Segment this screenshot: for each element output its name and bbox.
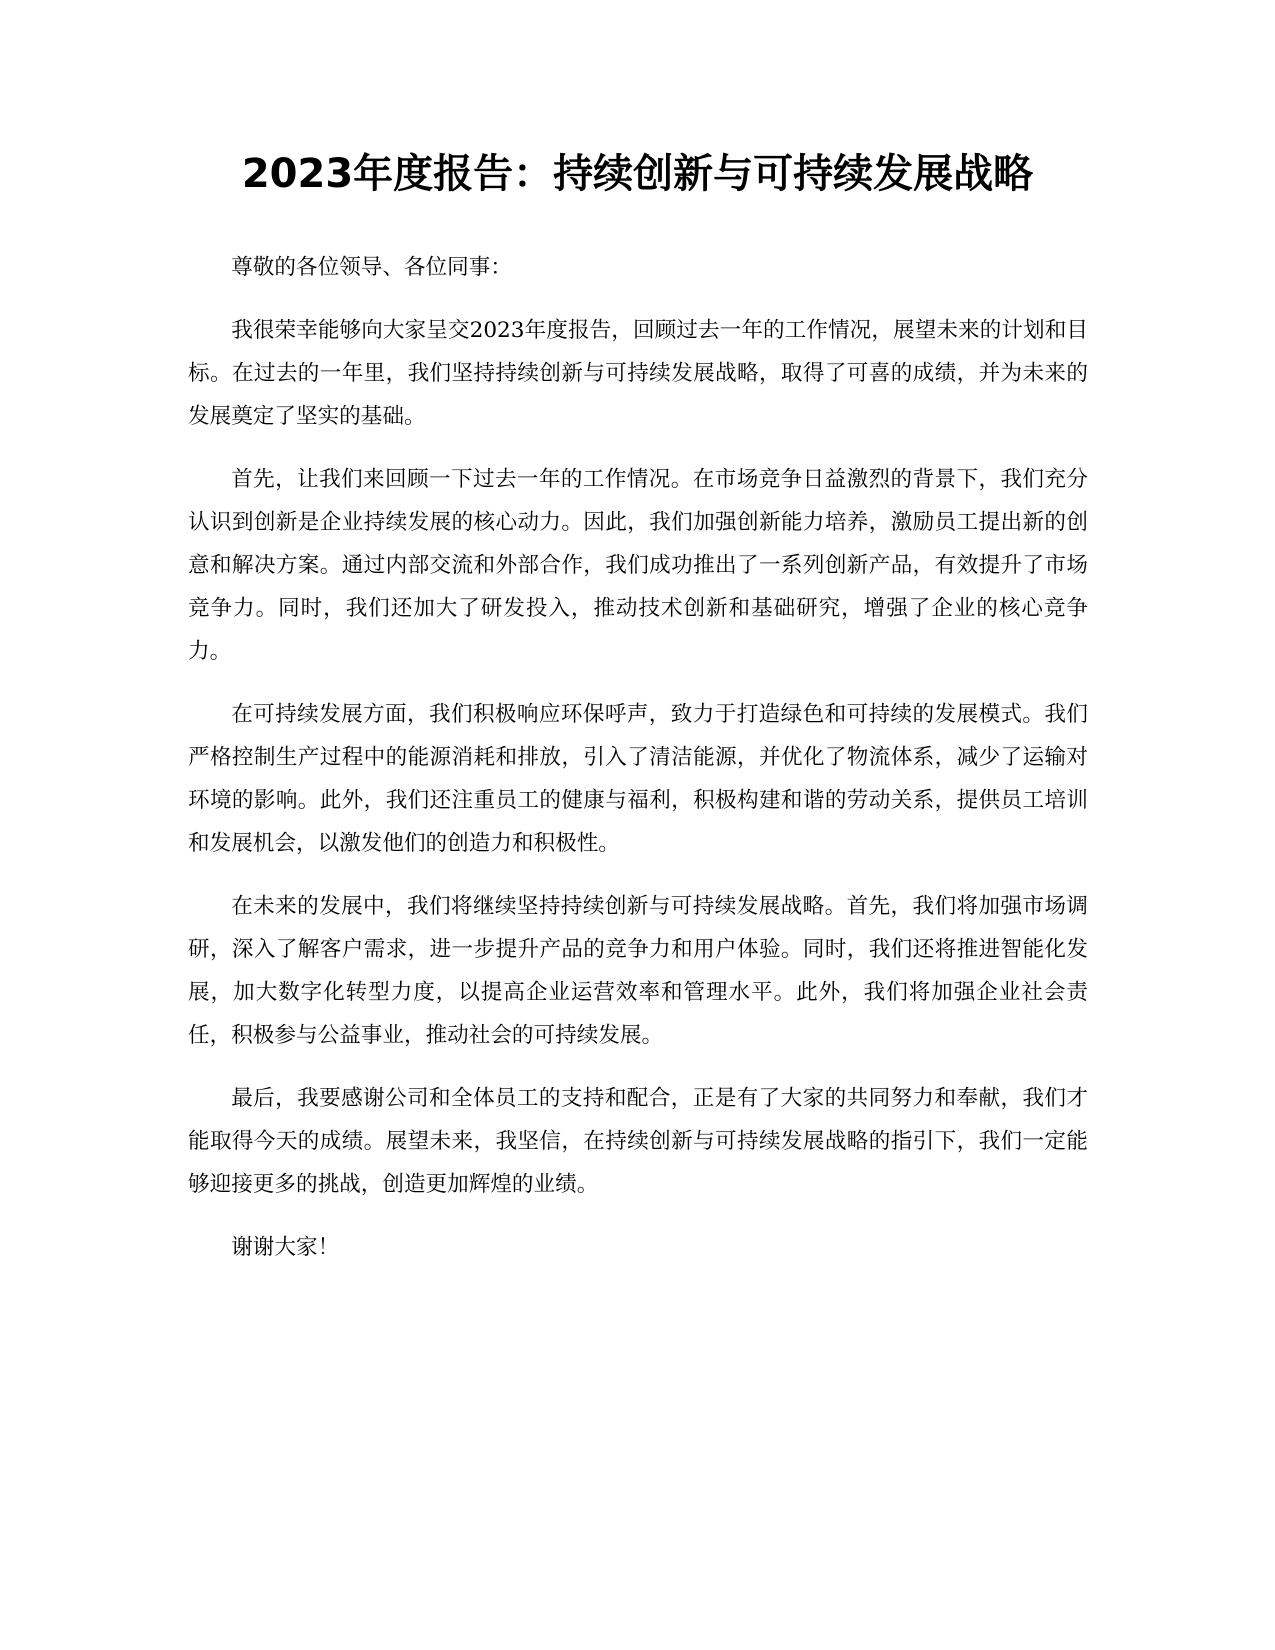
- sustainability-paragraph: 在可持续发展方面，我们积极响应环保呼声，致力于打造绿色和可持续的发展模式。我们严格控制生产过程中的能源消耗和排放，引入了清洁能源，并优化了物流体系，减少了运输对环境的影响。此外，我们还注重员工的健康与福利，积极构建和谐的劳动关系，提供员工培训和发展机会，以激发他们的创造力和积极性。: [188, 702, 1088, 856]
- document-title: 2023年度报告：持续创新与可持续发展战略: [241, 151, 1034, 197]
- thanks-paragraph: 最后，我要感谢公司和全体员工的支持和配合，正是有了大家的共同努力和奉献，我们才能取得今天的成绩。展望未来，我坚信，在持续创新与可持续发展战略的指引下，我们一定能够迎接更多的挑战，创造更加辉煌的业绩。: [188, 1086, 1088, 1197]
- intro-paragraph: 我很荣幸能够向大家呈交2023年度报告，回顾过去一年的工作情况，展望未来的计划和目标。在过去的一年里，我们坚持持续创新与可持续发展战略，取得了可喜的成绩，并为未来的发展奠定了坚实的基础。: [188, 318, 1088, 429]
- salutation-paragraph: 尊敬的各位领导、各位同事：: [231, 255, 512, 280]
- document-body: [188, 246, 1088, 1289]
- future-plan-paragraph: 在未来的发展中，我们将继续坚持持续创新与可持续发展战略。首先，我们将加强市场调研，深入了解客户需求，进一步提升产品的竞争力和用户体验。同时，我们还将推进智能化发展，加大数字化转型力度，以提高企业运营效率和管理水平。此外，我们将加强企业社会责任，积极参与公益事业，推动社会的可持续发展。: [188, 894, 1088, 1048]
- review-paragraph: 首先，让我们来回顾一下过去一年的工作情况。在市场竞争日益激烈的背景下，我们充分认识到创新是企业持续发展的核心动力。因此，我们加强创新能力培养，激励员工提出新的创意和解决方案。通过内部交流和外部合作，我们成功推出了一系列创新产品，有效提升了市场竞争力。同时，我们还加大了研发投入，推动技术创新和基础研究，增强了企业的核心竞争力。: [188, 467, 1088, 664]
- closing-paragraph: 谢谢大家！: [231, 1235, 340, 1260]
